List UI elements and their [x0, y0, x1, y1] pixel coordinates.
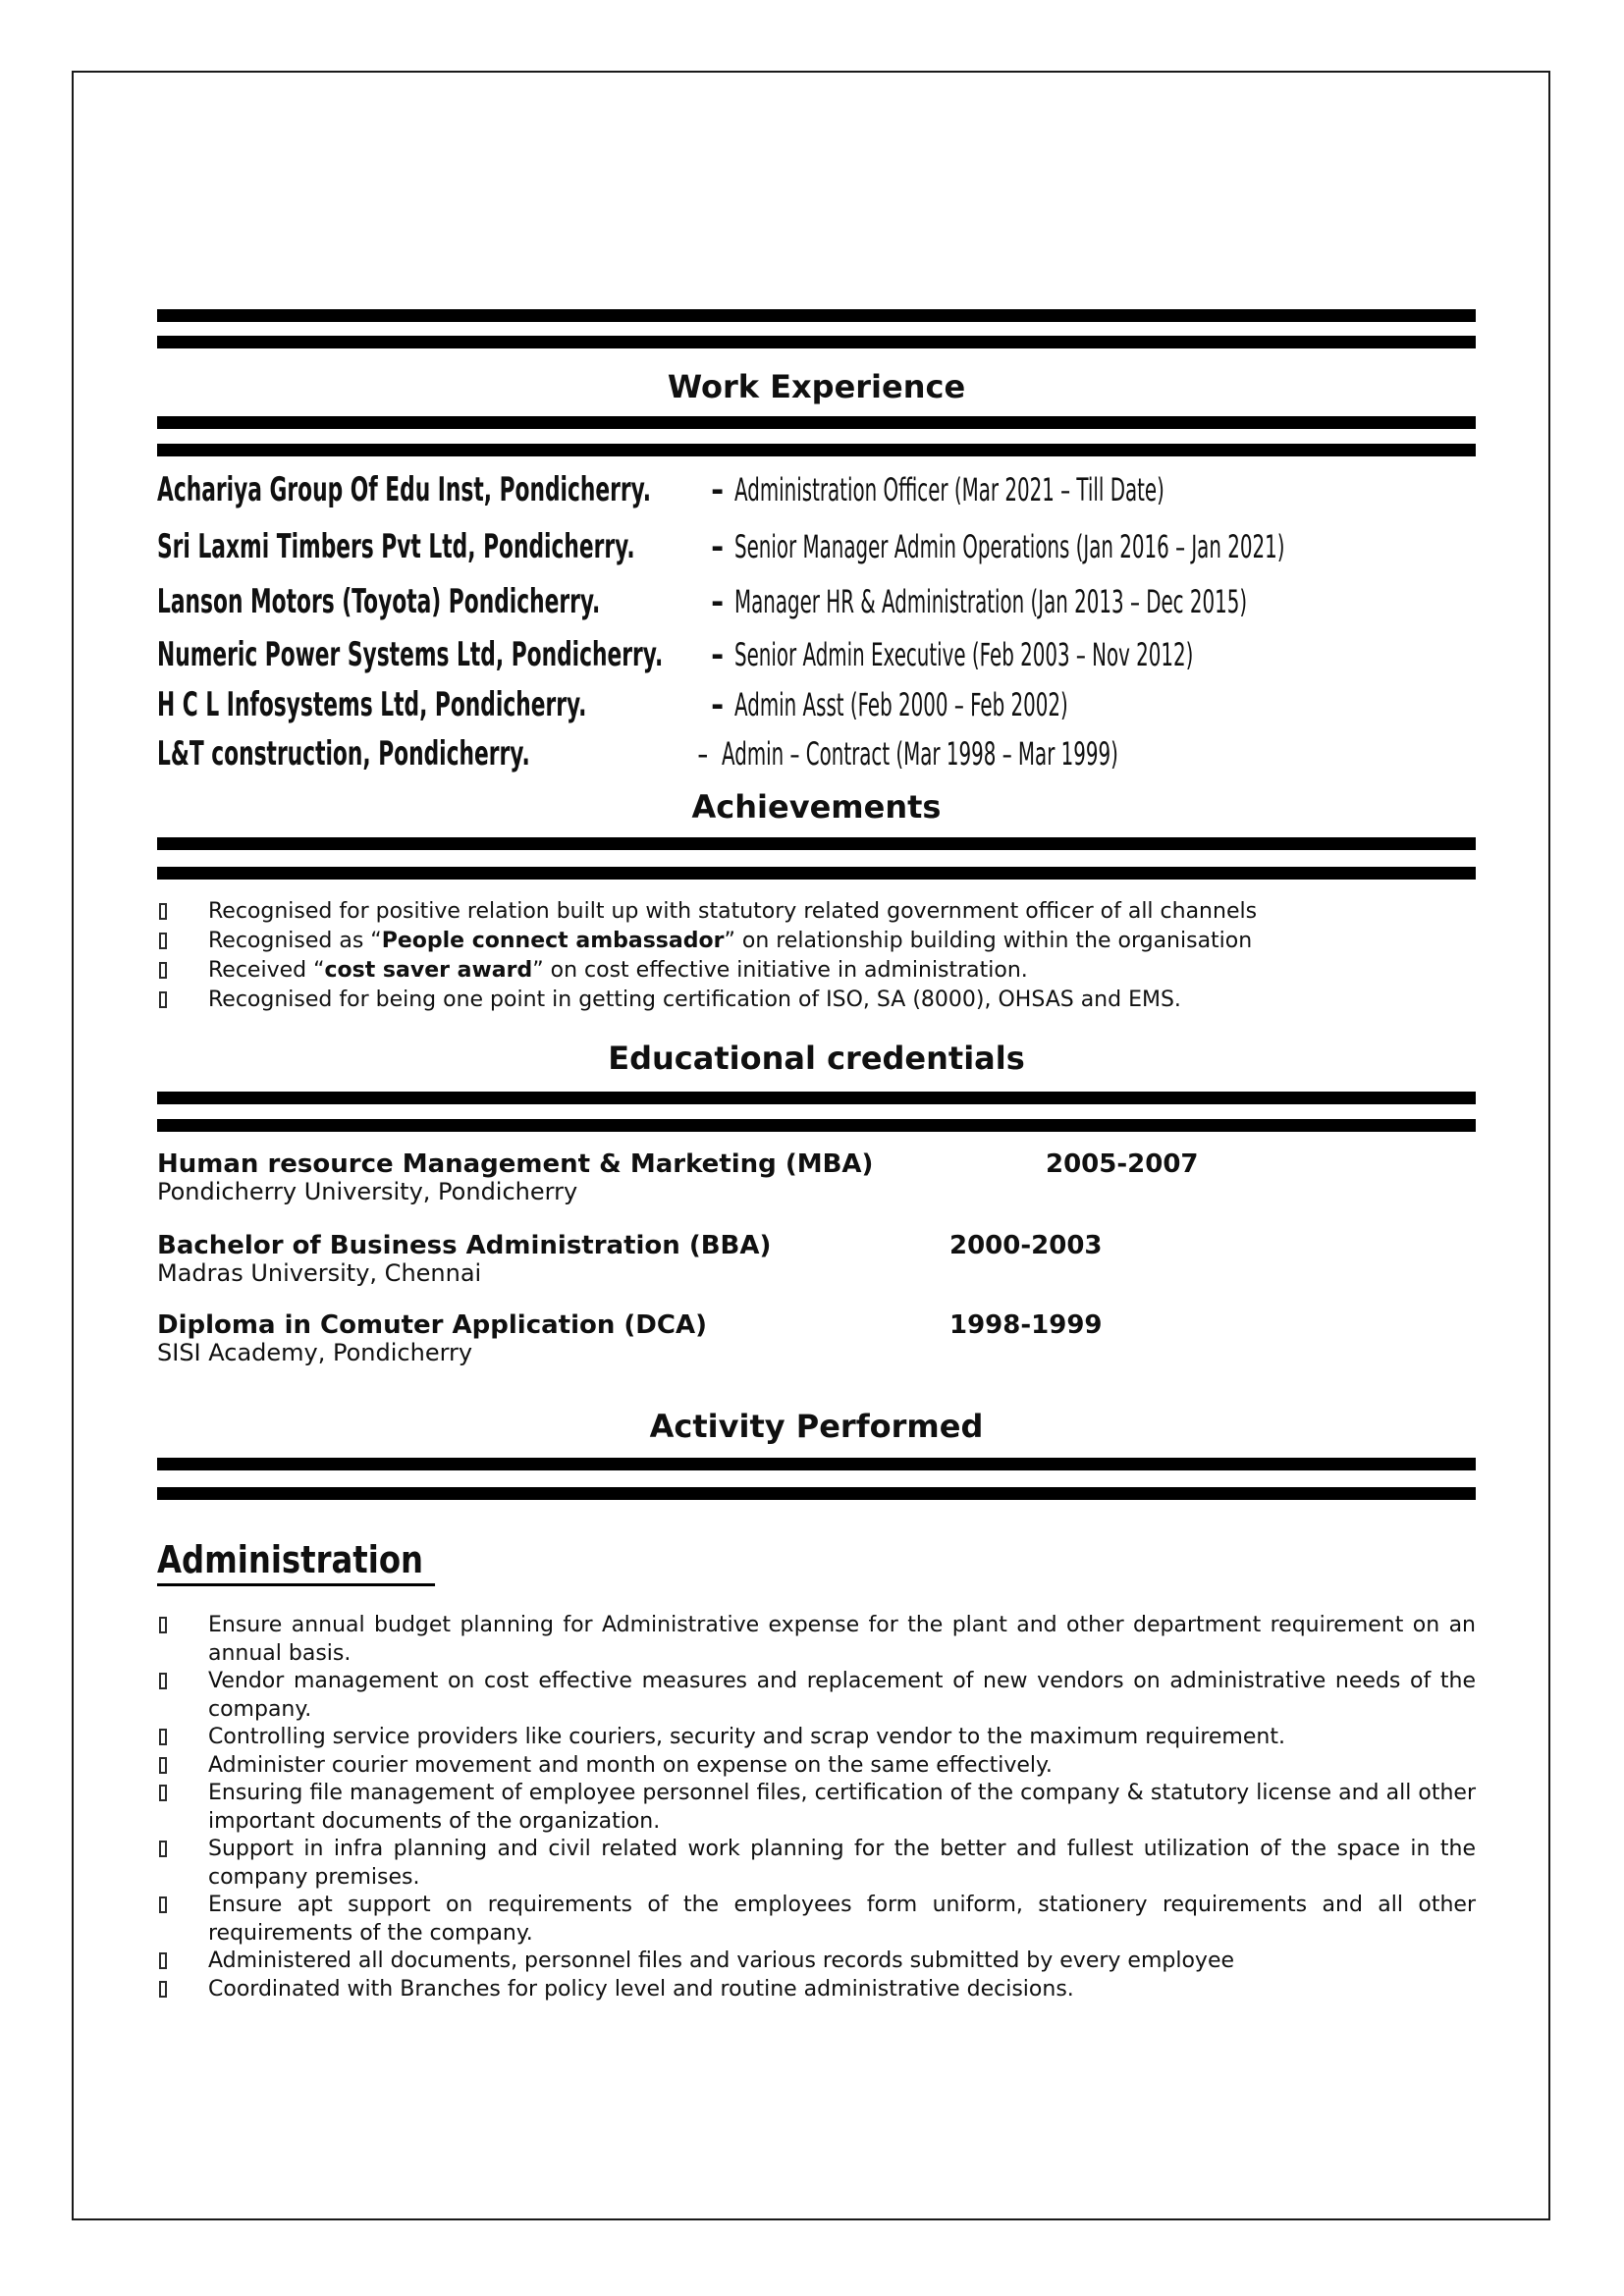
bullet-text: Ensure annual budget planning for Administrative expense for the plant and other department requirement on an annual basis. — [208, 1613, 1476, 1666]
company-name: H C L Infosystems Ltd, Pondicherry. — [157, 685, 587, 724]
achievements-list — [157, 897, 1476, 1015]
section-divider-bar — [157, 837, 1476, 850]
bullet-text: Recognised for being one point in getting certification of ISO, SA (8000), OHSAS and EMS. — [208, 988, 1181, 1012]
section-title-activity-performed: Activity Performed — [649, 1408, 984, 1445]
bullet-item — [157, 1780, 1476, 1836]
separator-dash: - — [711, 583, 725, 620]
bullet-text: Controlling service providers like couriers, security and scrap vendor to the maximum requirement. — [208, 1725, 1285, 1749]
role-text: Admin Asst (Feb 2000 – Feb 2002) — [734, 686, 1068, 723]
bullet-text: Administered all documents, personnel files and various records submitted by every employee — [208, 1949, 1235, 1973]
company-name: L&T construction, Pondicherry. — [157, 734, 530, 774]
section-title-education: Educational credentials — [608, 1040, 1025, 1077]
section-divider-bar — [157, 867, 1476, 880]
bullet-item — [157, 1668, 1476, 1724]
bullet-square-icon — [159, 1757, 167, 1774]
bullet-square-icon — [159, 1617, 167, 1633]
separator-dash: - — [711, 471, 725, 508]
bullet-item — [157, 1948, 1476, 1976]
bullet-item — [157, 956, 1476, 986]
work-entry-row — [157, 470, 1164, 513]
bullet-text: Ensuring file management of employee personnel files, certification of the company & statutory license and all other important documents of the organization. — [208, 1781, 1476, 1834]
bullet-square-icon — [159, 991, 167, 1008]
degree-name: Diploma in Comuter Application (DCA) — [157, 1310, 707, 1340]
school-name: Madras University, Chennai — [157, 1259, 482, 1287]
section-divider-bar — [157, 309, 1476, 322]
bullet-square-icon — [159, 1981, 167, 1998]
bullet-square-icon — [159, 962, 167, 979]
role-text: Administration Officer (Mar 2021 – Till Date) — [734, 471, 1164, 508]
bullet-text: Recognised for positive relation built up with statutory related government officer of all channels — [208, 899, 1258, 924]
role-text: Manager HR & Administration (Jan 2013 – Dec 2015) — [734, 583, 1248, 620]
section-divider-bar — [157, 336, 1476, 348]
bullet-item — [157, 897, 1476, 927]
bullet-square-icon — [159, 1952, 167, 1969]
bullet-item — [157, 1976, 1476, 2004]
company-name: Sri Laxmi Timbers Pvt Ltd, Pondicherry. — [157, 527, 635, 566]
education-entry — [157, 1150, 1476, 1205]
role-text: Admin – Contract (Mar 1998 – Mar 1999) — [722, 735, 1118, 773]
school-name: SISI Academy, Pondicherry — [157, 1339, 473, 1366]
work-entry-row — [157, 635, 1194, 678]
work-entry-row — [157, 685, 1068, 728]
bullet-text: Vendor management on cost effective measures and replacement of new vendors on administrative needs of the company. — [208, 1669, 1476, 1722]
degree-name: Human resource Management & Marketing (MBA) — [157, 1149, 874, 1179]
bullet-square-icon — [159, 1729, 167, 1745]
degree-years: 2000-2003 — [949, 1231, 1103, 1260]
section-divider-bar — [157, 1092, 1476, 1104]
bullet-item — [157, 927, 1476, 956]
bullet-item — [157, 1752, 1476, 1781]
bullet-text: Administer courier movement and month on expense on the same effectively. — [208, 1752, 1053, 1778]
bullet-item — [157, 1836, 1476, 1892]
school-name: Pondicherry University, Pondicherry — [157, 1178, 578, 1205]
company-name: Achariya Group Of Edu Inst, Pondicherry. — [157, 470, 652, 509]
bullet-text: Recognised as “People connect ambassador” on relationship building within the organisation — [208, 929, 1253, 953]
administration-bullet-list — [157, 1612, 1476, 2003]
section-divider-bar — [157, 1487, 1476, 1500]
company-name: Lanson Motors (Toyota) Pondicherry. — [157, 582, 601, 621]
bullet-square-icon — [159, 1841, 167, 1857]
bullet-item — [157, 986, 1476, 1015]
section-divider-bar — [157, 1458, 1476, 1470]
bullet-item — [157, 1724, 1476, 1752]
bullet-square-icon — [159, 933, 167, 949]
bullet-square-icon — [159, 1673, 167, 1689]
work-entry-row — [157, 527, 1285, 570]
degree-name: Bachelor of Business Administration (BBA) — [157, 1231, 772, 1260]
education-entry — [157, 1232, 1476, 1287]
bullet-square-icon — [159, 1896, 167, 1913]
bullet-text: Received “cost saver award” on cost effective initiative in administration. — [208, 958, 1028, 983]
bullet-square-icon — [159, 903, 167, 920]
section-title-achievements: Achievements — [691, 788, 942, 826]
bullet-text: Ensure apt support on requirements of the employees form uniform, stationery requirements and all other requirements of the company. — [208, 1893, 1476, 1946]
role-text: Senior Manager Admin Operations (Jan 2016 – Jan 2021) — [734, 528, 1285, 565]
education-entry — [157, 1311, 1476, 1366]
separator-dash: - — [697, 735, 709, 773]
bullet-square-icon — [159, 1785, 167, 1801]
work-entry-row — [157, 582, 1248, 625]
degree-years: 2005-2007 — [1046, 1149, 1199, 1179]
separator-dash: - — [711, 528, 725, 565]
separator-dash: - — [711, 686, 725, 723]
role-text: Senior Admin Executive (Feb 2003 – Nov 2012) — [734, 636, 1194, 673]
section-divider-bar — [157, 416, 1476, 429]
bullet-item — [157, 1612, 1476, 1668]
work-entry-row — [157, 734, 1118, 777]
bullet-item — [157, 1892, 1476, 1948]
section-divider-bar — [157, 1119, 1476, 1132]
separator-dash: - — [711, 636, 725, 673]
section-divider-bar — [157, 444, 1476, 456]
bullet-text: Coordinated with Branches for policy level and routine administrative decisions. — [208, 1976, 1074, 2002]
degree-years: 1998-1999 — [949, 1310, 1103, 1340]
company-name: Numeric Power Systems Ltd, Pondicherry. — [157, 635, 664, 674]
section-title-work-experience: Work Experience — [667, 368, 966, 405]
bullet-text: Support in infra planning and civil related work planning for the better and fullest utilization of the space in the company premises. — [208, 1837, 1476, 1890]
activity-subheading-administration: Administration — [157, 1539, 484, 1586]
